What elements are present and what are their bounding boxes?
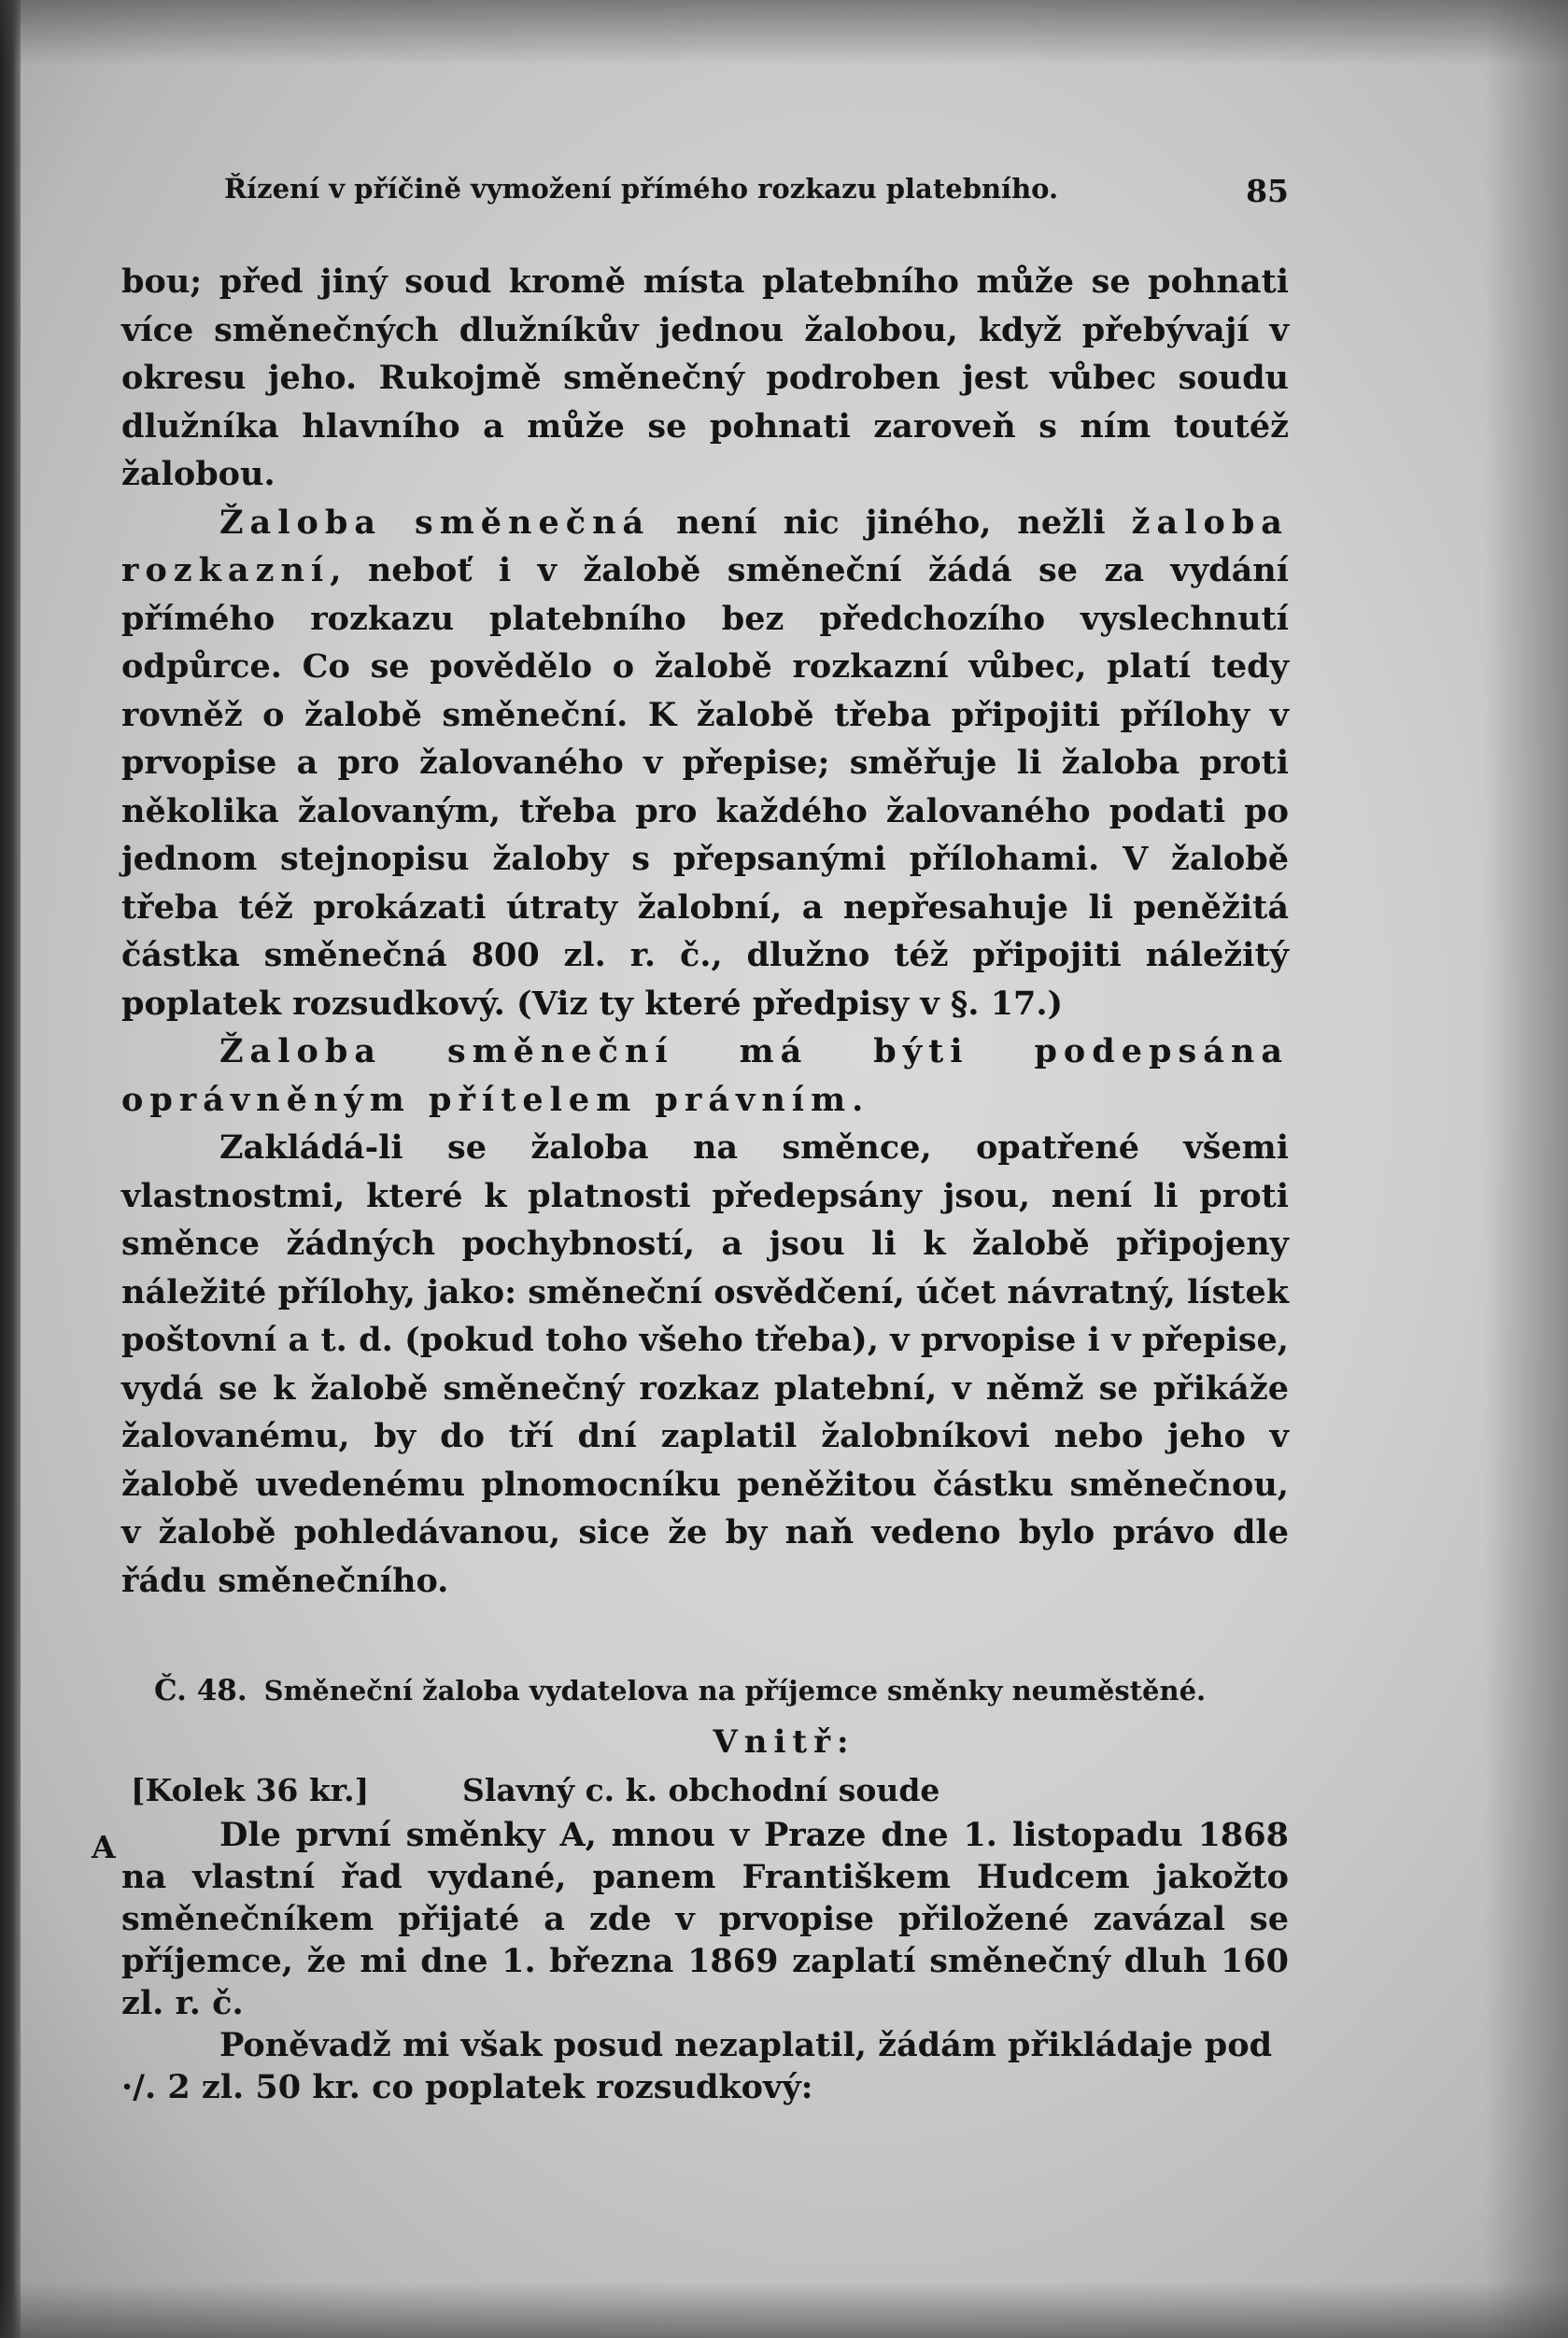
form-number: Č. 48. (154, 1674, 247, 1707)
page-number: 85 (1246, 173, 1289, 209)
form-paragraph-3: ·/. 2 zl. 50 kr. co poplatek rozsudkový: (121, 2068, 813, 2106)
emphasis-zaloba-smenecna: Žaloba směnečná (219, 503, 651, 542)
form-body (121, 1814, 1289, 2108)
form-title: Směneční žaloba vydatelova na příjemce směnky neuměstěné. (263, 1675, 1207, 1707)
page-edge-bottom (0, 2282, 1568, 2338)
page-edge-top (0, 0, 1568, 65)
page-edge-right (1484, 0, 1568, 2338)
running-title: Řízení v příčině vymožení přímého rozkazu platebního. (224, 173, 1059, 205)
margin-letter: A (92, 1829, 116, 1865)
page-edge-left (0, 0, 21, 2338)
stamp-note: [Kolek 36 kr.] (131, 1772, 370, 1808)
section-label: Vnitř: (713, 1723, 855, 1761)
emphasis-zaloba-rozkazni: žaloba rozkazní (121, 503, 1289, 589)
paragraph-continuation: bou; před jiný soud kromě místa platebního může se pohnati více směnečných dlužníkův jednou žalobou, když přebývají v okresu jeho. Rukojmě směnečný podroben jest vůbec soudu dlužníka hlavního a může se pohnati zaroveň s ním toutéž žalobou. (121, 262, 1289, 493)
paragraph-zaklada: Zakládá-li se žaloba na směnce, opatřené všemi vlastnostmi, které k platnosti předepsány jsou, není li proti směnce žádných pochybností, a jsou li k žalobě připojeny náležité přílohy, jako: směneční osvědčení, účet návratný, lístek poštovní a t. d. (pokud toho všeho třeba), v prvopise i v přepise, vydá se k žalobě směnečný rozkaz platební, v němž se přikáže žalovanému, by do tří dní zaplatil žalobníkovi nebo jeho v žalobě uvedenému plnomocníku peněžitou částku směnečnou, v žalobě pohledávanou, sice že by naň vedeno bylo právo dle řádu směnečního. (121, 1128, 1289, 1600)
form-paragraph-2: Poněvadž mi však posud nezaplatil, žádám přikládaje pod (219, 2026, 1273, 2064)
paragraph-podpis: Žaloba směneční má býti podepsána oprávněným přítelem právním. (121, 1032, 1289, 1119)
running-header (224, 173, 1289, 209)
court-address: Slavný c. k. obchodní soude (462, 1772, 940, 1808)
body-text (121, 258, 1289, 1605)
form-heading (154, 1674, 1303, 1707)
paragraph-text: není nic jiného, nežli (650, 503, 1132, 542)
paragraph-zaloba-smenecna (121, 499, 1289, 1028)
form-paragraph-1: Dle první směnky A, mnou v Praze dne 1. listopadu 1868 na vlastní řad vydané, panem Františkem Hudcem jakožto směnečníkem přijaté a zde v prvopise přiložené zavázal se příjemce, že mi dne 1. března 1869 zaplatí směnečný dluh 160 zl. r. č. (121, 1816, 1289, 2022)
paragraph-text: , neboť i v žalobě směneční žádá se za vydání přímého rozkazu platebního bez předchozího vyslechnutí odpůrce. Co se povědělo o žalobě rozkazní vůbec, platí tedy rovněž o žalobě směneční. K žalobě třeba připojiti přílohy v prvopise a pro žalovaného v přepise; směřuje li žaloba proti několika žalovaným, třeba pro každého žalovaného podati po jednom stejnopisu žaloby s přepsanými přílohami. V žalobě třeba též prokázati útraty žalobní, a nepřesahuje li peněžitá částka směnečná 800 zl. r. č., dlužno též připojiti náležitý poplatek rozsudkový. (Viz ty které předpisy v §. 17.) (121, 551, 1289, 1023)
stamp-row (131, 1772, 1289, 1808)
